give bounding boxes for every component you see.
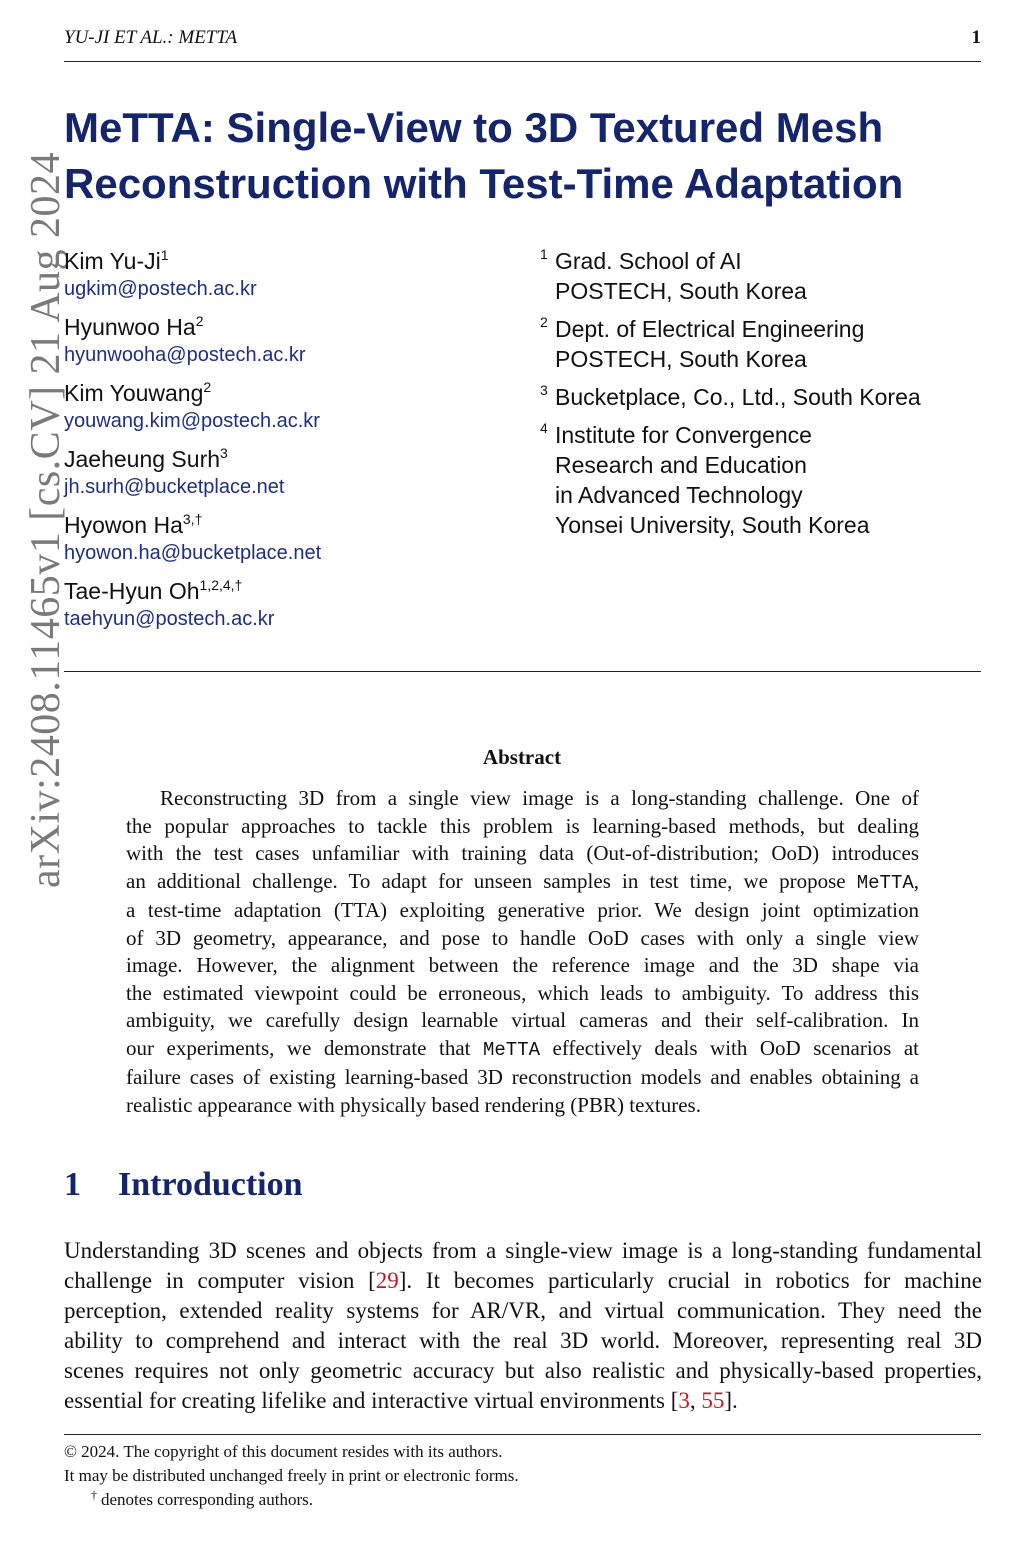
affiliation-line: Bucketplace, Co., Ltd., South Korea	[555, 384, 921, 410]
copyright-notice: © 2024. The copyright of this document resides with its authors.	[64, 1442, 503, 1461]
section-heading	[64, 1166, 303, 1204]
citation-link[interactable]: 55	[701, 1388, 725, 1413]
abstract-text: ,	[913, 868, 919, 893]
abstract-line: a test-time adaptation (TTA) exploiting generative prior. We design joint optimization	[126, 898, 919, 922]
author-email-link[interactable]: hyowon.ha@bucketplace.net	[64, 542, 322, 564]
abstract-line	[126, 868, 919, 898]
author-affiliation-mark: 2	[195, 313, 204, 329]
running-header-title: YU-JI ET AL.: METTA	[64, 27, 238, 48]
abstract-line: with the test cases unfamiliar with training data (Out-of-distribution; OoD) introduces	[126, 841, 919, 865]
body-text: ].	[724, 1388, 738, 1413]
paper-title	[64, 100, 984, 212]
body-text: essential for creating lifelike and interactive virtual environments [	[64, 1388, 679, 1413]
author-email-link[interactable]: jh.surh@bucketplace.net	[64, 476, 285, 498]
affiliation-number: 2	[540, 314, 548, 330]
method-name-code: MeTTA	[482, 1038, 540, 1061]
affiliation-line: Yonsei University, South Korea	[555, 512, 870, 538]
abstract-text: effectively deals with OoD scenarios at	[540, 1035, 919, 1060]
abstract-text: our experiments, we demonstrate that	[126, 1035, 483, 1060]
abstract-line: ambiguity, we carefully design learnable virtual cameras and their self-calibration. In	[126, 1008, 919, 1032]
affiliation-entry	[540, 420, 1000, 540]
body-line	[64, 1386, 982, 1416]
dagger-mark: †	[91, 1488, 97, 1502]
body-line: Understanding 3D scenes and objects from a single-view image is a long-standing fundamental	[64, 1238, 982, 1263]
running-header	[64, 27, 981, 53]
author-entry	[64, 576, 504, 632]
header-divider	[64, 61, 981, 62]
abstract-heading: Abstract	[482, 745, 562, 769]
license-notice: It may be distributed unchanged freely in print or electronic forms.	[64, 1466, 519, 1485]
introduction-paragraph	[64, 1236, 982, 1416]
affiliation-number: 3	[540, 382, 548, 398]
affiliation-line: Research and Education	[555, 452, 807, 478]
paper-title-line-1: MeTTA: Single-View to 3D Textured Mesh	[64, 104, 884, 151]
author-name: Kim Youwang	[64, 380, 204, 406]
corresponding-author-note	[64, 1488, 981, 1512]
abstract-body	[126, 785, 919, 1119]
abstract-line: the estimated viewpoint could be erroneous, which leads to ambiguity. To address this	[126, 980, 919, 1005]
abstract-line: failure cases of existing learning-based 3D reconstruction models and enables obtaining a	[126, 1065, 919, 1089]
author-affiliation-mark: 3,†	[182, 511, 203, 527]
affiliation-number: 1	[540, 246, 548, 262]
affiliation-line: POSTECH, South Korea	[555, 346, 807, 372]
author-name: Hyowon Ha	[64, 512, 183, 538]
author-name: Hyunwoo Ha	[64, 314, 196, 340]
author-affiliation-mark: 3	[220, 445, 228, 461]
abstract-line: image. However, the alignment between the reference image and the 3D shape via	[126, 953, 919, 977]
affiliation-entry	[540, 314, 1000, 374]
affiliation-line: Institute for Convergence	[555, 422, 812, 448]
author-affiliation-mark: 1	[160, 247, 169, 263]
arxiv-identifier-stamp: arXiv:2408.11465v1 [cs.CV] 21 Aug 2024	[23, 151, 69, 889]
affiliation-line: Dept. of Electrical Engineering	[555, 316, 865, 342]
affiliation-number: 4	[540, 420, 548, 436]
body-line	[64, 1266, 982, 1296]
citation-link[interactable]: 3	[678, 1388, 690, 1413]
affiliation-list	[540, 246, 1000, 548]
author-list	[64, 246, 504, 642]
author-entry	[64, 444, 504, 500]
author-affiliation-mark: 2	[203, 379, 212, 395]
method-name-code: MeTTA	[856, 871, 914, 894]
author-entry	[64, 246, 504, 302]
body-line: perception, extended reality systems for AR/VR, and virtual communication. They need the	[64, 1298, 982, 1323]
affiliation-line: POSTECH, South Korea	[555, 278, 807, 304]
affiliation-entry	[540, 246, 1000, 306]
author-name: Jaeheung Surh	[64, 446, 221, 472]
paper-title-line-2: Reconstruction with Test-Time Adaptation	[64, 160, 904, 207]
author-email-link[interactable]: hyunwooha@postech.ac.kr	[64, 344, 306, 366]
body-text: challenge in computer vision [	[64, 1268, 376, 1293]
author-affiliation-mark: 1,2,4,†	[199, 577, 243, 593]
body-text: ,	[689, 1388, 702, 1413]
author-email-link[interactable]: taehyun@postech.ac.kr	[64, 608, 275, 630]
author-name: Tae-Hyun Oh	[64, 578, 200, 604]
body-text: ]. It becomes particularly crucial in robotics for machine	[398, 1268, 982, 1293]
body-line: scenes requires not only geometric accuracy but also realistic and physically-based properties,	[64, 1358, 982, 1383]
author-entry	[64, 378, 504, 434]
affiliation-line: in Advanced Technology	[555, 482, 803, 508]
abstract-line: of 3D geometry, appearance, and pose to handle OoD cases with only a single view	[126, 925, 919, 950]
author-email-link[interactable]: youwang.kim@postech.ac.kr	[64, 410, 320, 432]
citation-link[interactable]: 29	[375, 1268, 399, 1293]
footnote-text: denotes corresponding authors.	[101, 1490, 313, 1509]
abstract-line: realistic appearance with physically based rendering (PBR) textures.	[126, 1092, 701, 1117]
page-footer	[64, 1440, 981, 1512]
section-title: Introduction	[118, 1166, 303, 1203]
affiliation-line: Grad. School of AI	[555, 248, 742, 274]
footer-divider	[64, 1434, 981, 1435]
body-line: ability to comprehend and interact with the real 3D world. Moreover, representing real 3D	[64, 1328, 982, 1353]
abstract-line	[126, 1035, 919, 1065]
page-number: 1	[971, 27, 981, 48]
affiliation-entry	[540, 382, 1000, 412]
section-number: 1	[64, 1166, 81, 1203]
abstract-text: an additional challenge. To adapt for unseen samples in test time, we propose	[126, 868, 857, 893]
title-block-divider	[64, 671, 981, 672]
author-entry	[64, 510, 504, 566]
abstract-line: the popular approaches to tackle this problem is learning-based methods, but dealing	[126, 813, 919, 838]
author-email-link[interactable]: ugkim@postech.ac.kr	[64, 278, 257, 300]
author-entry	[64, 312, 504, 368]
abstract-line: Reconstructing 3D from a single view image is a long-standing challenge. One of	[160, 786, 919, 810]
author-name: Kim Yu-Ji	[64, 248, 161, 274]
